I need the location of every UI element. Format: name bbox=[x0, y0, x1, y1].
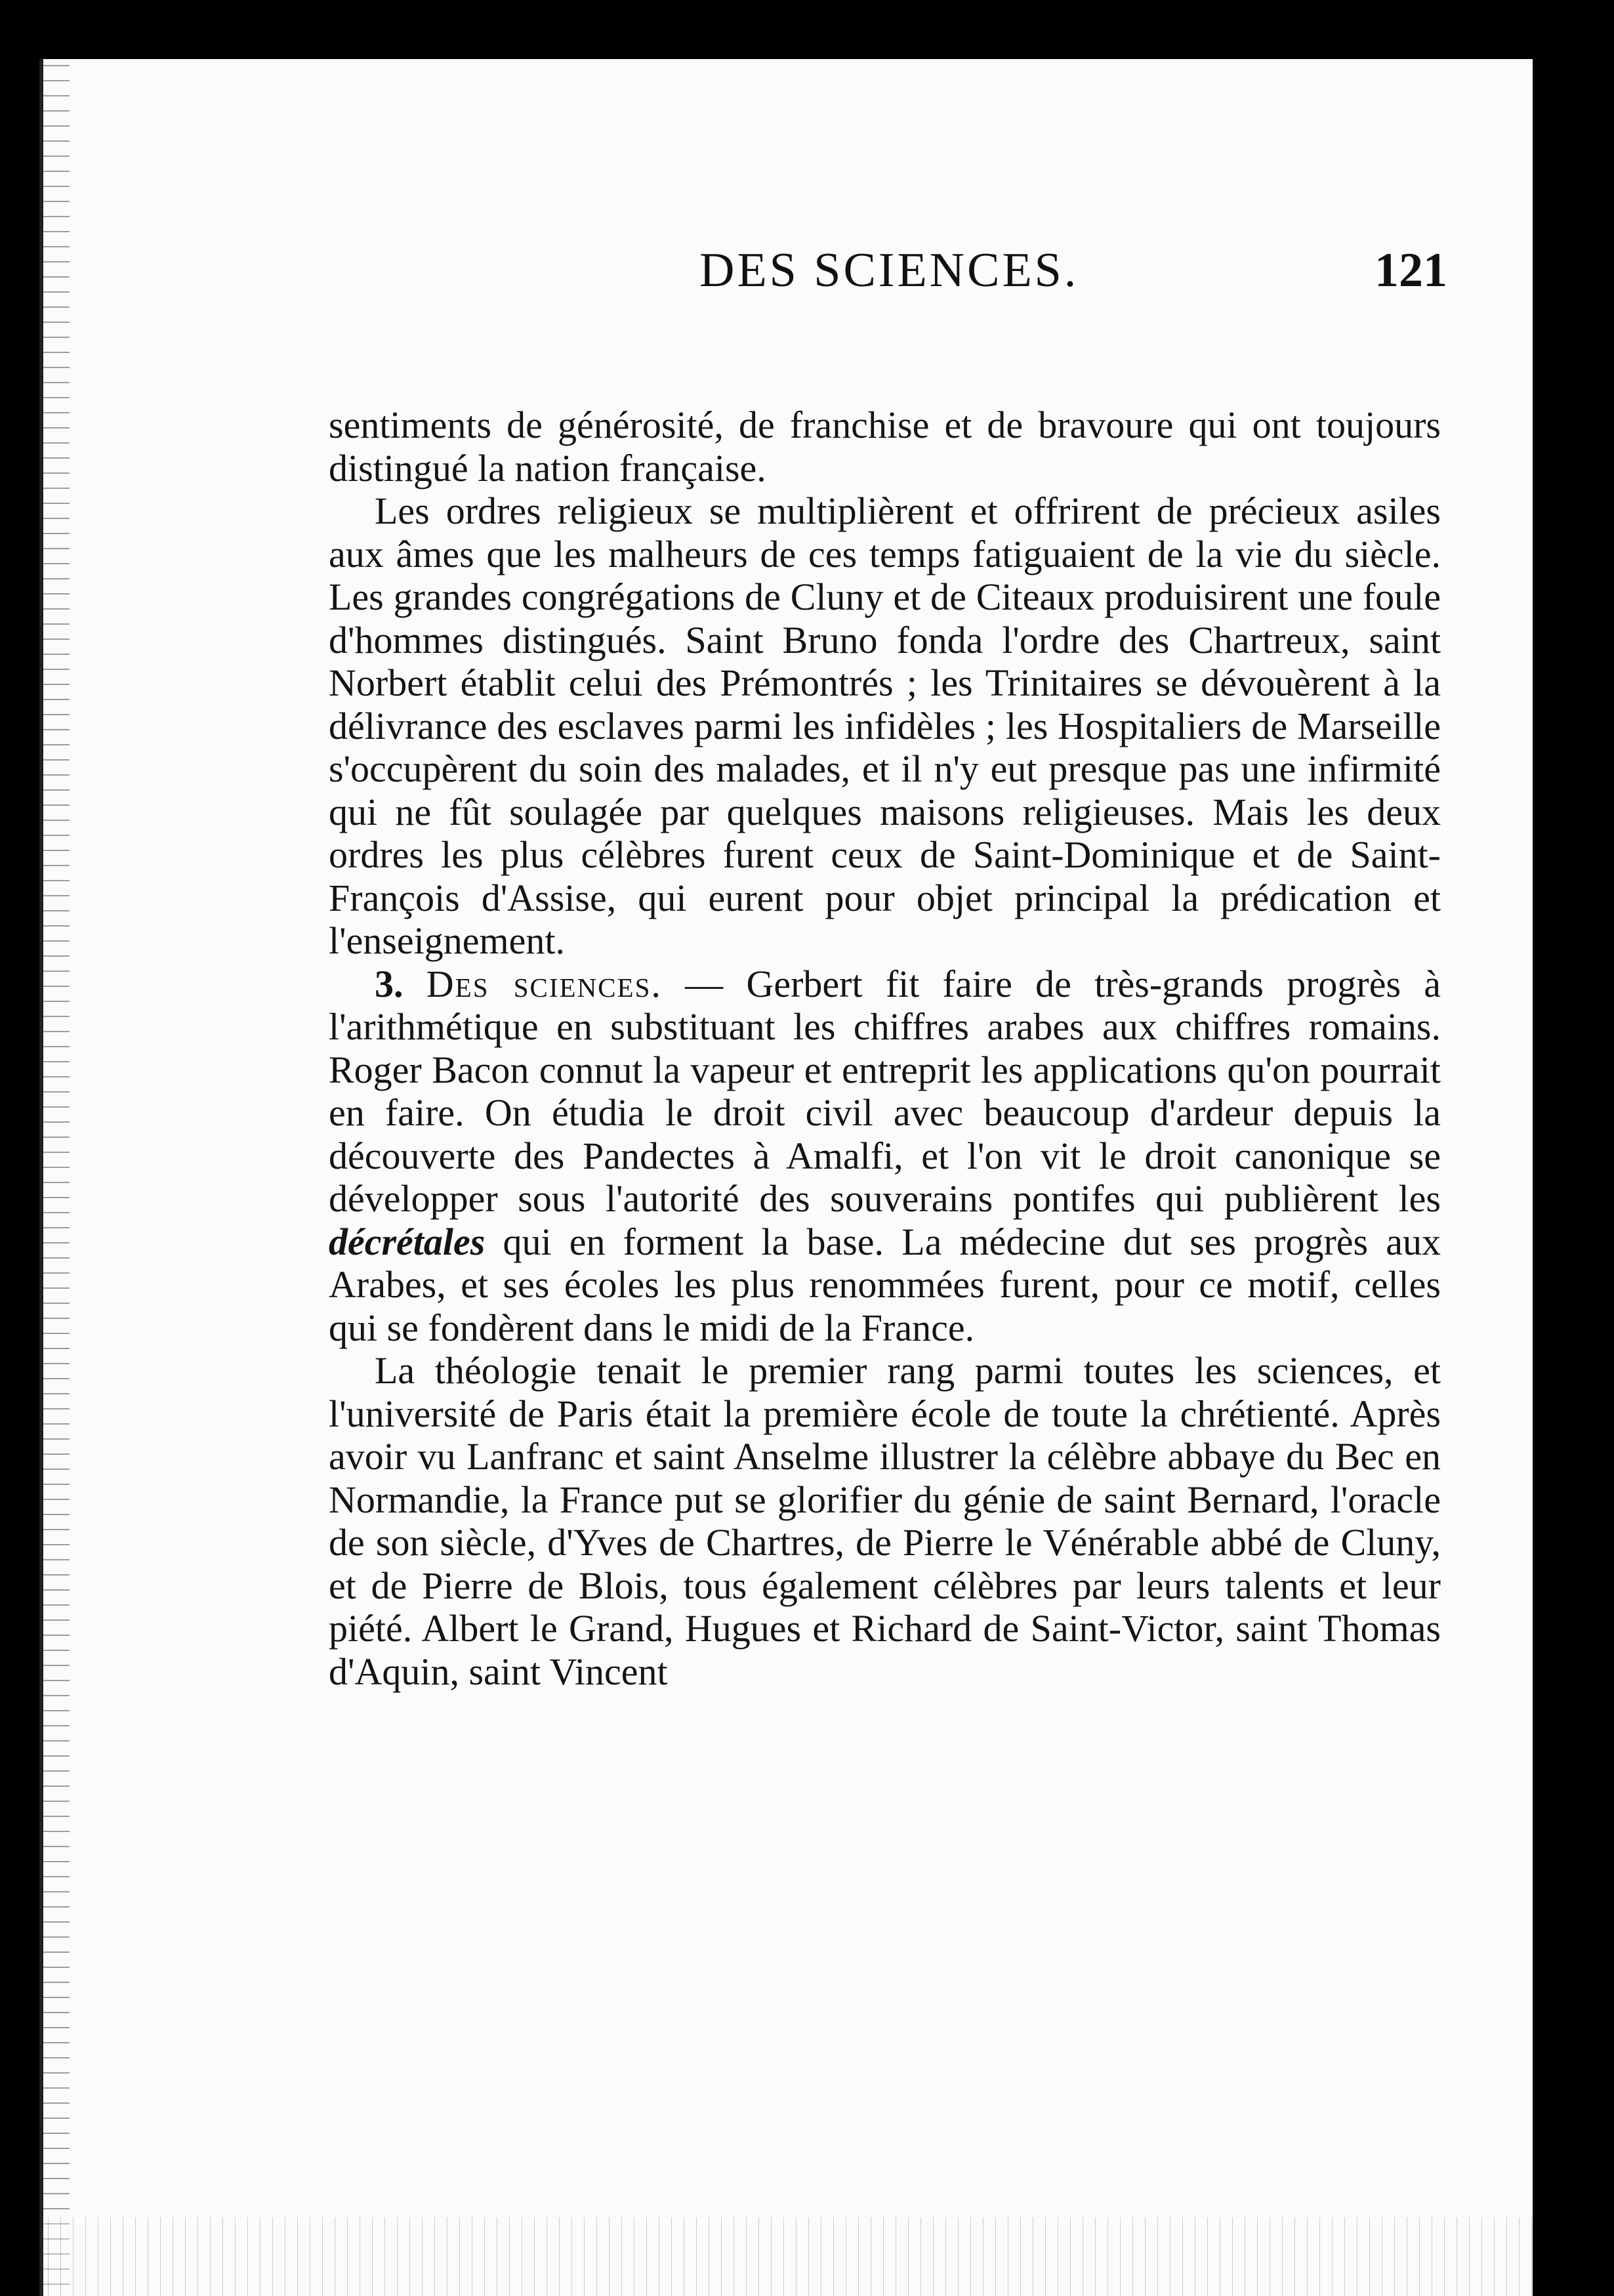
paragraph-religious-orders: Les ordres religieux se multiplièrent et offrirent de précieux asiles aux âmes que les malheurs de ces temps fatiguaient de la vie du siècle. Les grandes congrégations de Cluny et de Citeaux produisirent une foule d'hommes distingués. Saint Bruno fonda l'ordre des Chartreux, saint Norbert établit celui des Prémontrés ; les Trinitaires se dévouèrent à la délivrance des esclaves parmi les infidèles ; les Hospitaliers de Marseille s'occupèrent du soin des malades, et il n'y eut presque pas une infirmité qui ne fût soulagée par quelques maisons religieuses. Mais les deux ordres les plus célèbres furent ceux de Saint-Dominique et de Saint-François d'Assise, qui eurent pour objet principal la prédication et l'enseignement. bbox=[329, 490, 1441, 962]
section-heading: Des sciences. bbox=[426, 962, 662, 1005]
section-dash: — bbox=[661, 962, 747, 1005]
book-page bbox=[39, 59, 1533, 2296]
paragraph-continuation: sentiments de générosité, de franchise et de bravoure qui ont toujours distingué la nation française. bbox=[329, 404, 1441, 490]
page-header bbox=[332, 243, 1447, 322]
italic-term: décrétales bbox=[329, 1220, 486, 1263]
paragraph-sciences bbox=[329, 963, 1441, 1350]
gutter-scan-noise bbox=[43, 59, 70, 2296]
paragraph-theology: La théologie tenait le premier rang parmi toutes les sciences, et l'université de Paris était la première école de toute la chrétienté. Après avoir vu Lanfranc et saint Anselme illustrer la célèbre abbaye du Bec en Normandie, la France put se glorifier du génie de saint Bernard, l'oracle de son siècle, d'Yves de Chartres, de Pierre le Vénérable abbé de Cluny, et de Pierre de Blois, tous également célèbres par leurs talents et leur piété. Albert le Grand, Hugues et Richard de Saint-Victor, saint Thomas d'Aquin, saint Vincent bbox=[329, 1349, 1441, 1693]
running-title: DES SCIENCES. bbox=[699, 243, 1079, 297]
section-number: 3. bbox=[375, 962, 404, 1005]
sciences-text-part2: qui en forment la base. La médecine dut ses progrès aux Arabes, et ses écoles les plus renommées furent, pour ce motif, celles qui se fondèrent dans le midi de la France. bbox=[329, 1220, 1441, 1349]
page-number: 121 bbox=[1375, 243, 1447, 297]
bottom-scan-noise bbox=[43, 2217, 1533, 2296]
body-text bbox=[329, 404, 1441, 1693]
sciences-text-part1: Gerbert fit faire de très-grands progrès à l'arithmétique en substituant les chiffres arabes aux chiffres romains. Roger Bacon connut la vapeur et entreprit les applications qu'on pourrait en faire. On étudia le droit civil avec beaucoup d'ardeur depuis la découverte des Pandectes à Amalfi, et l'on vit le droit canonique se développer sous l'autorité des souverains pontifes qui publièrent les bbox=[329, 962, 1441, 1220]
